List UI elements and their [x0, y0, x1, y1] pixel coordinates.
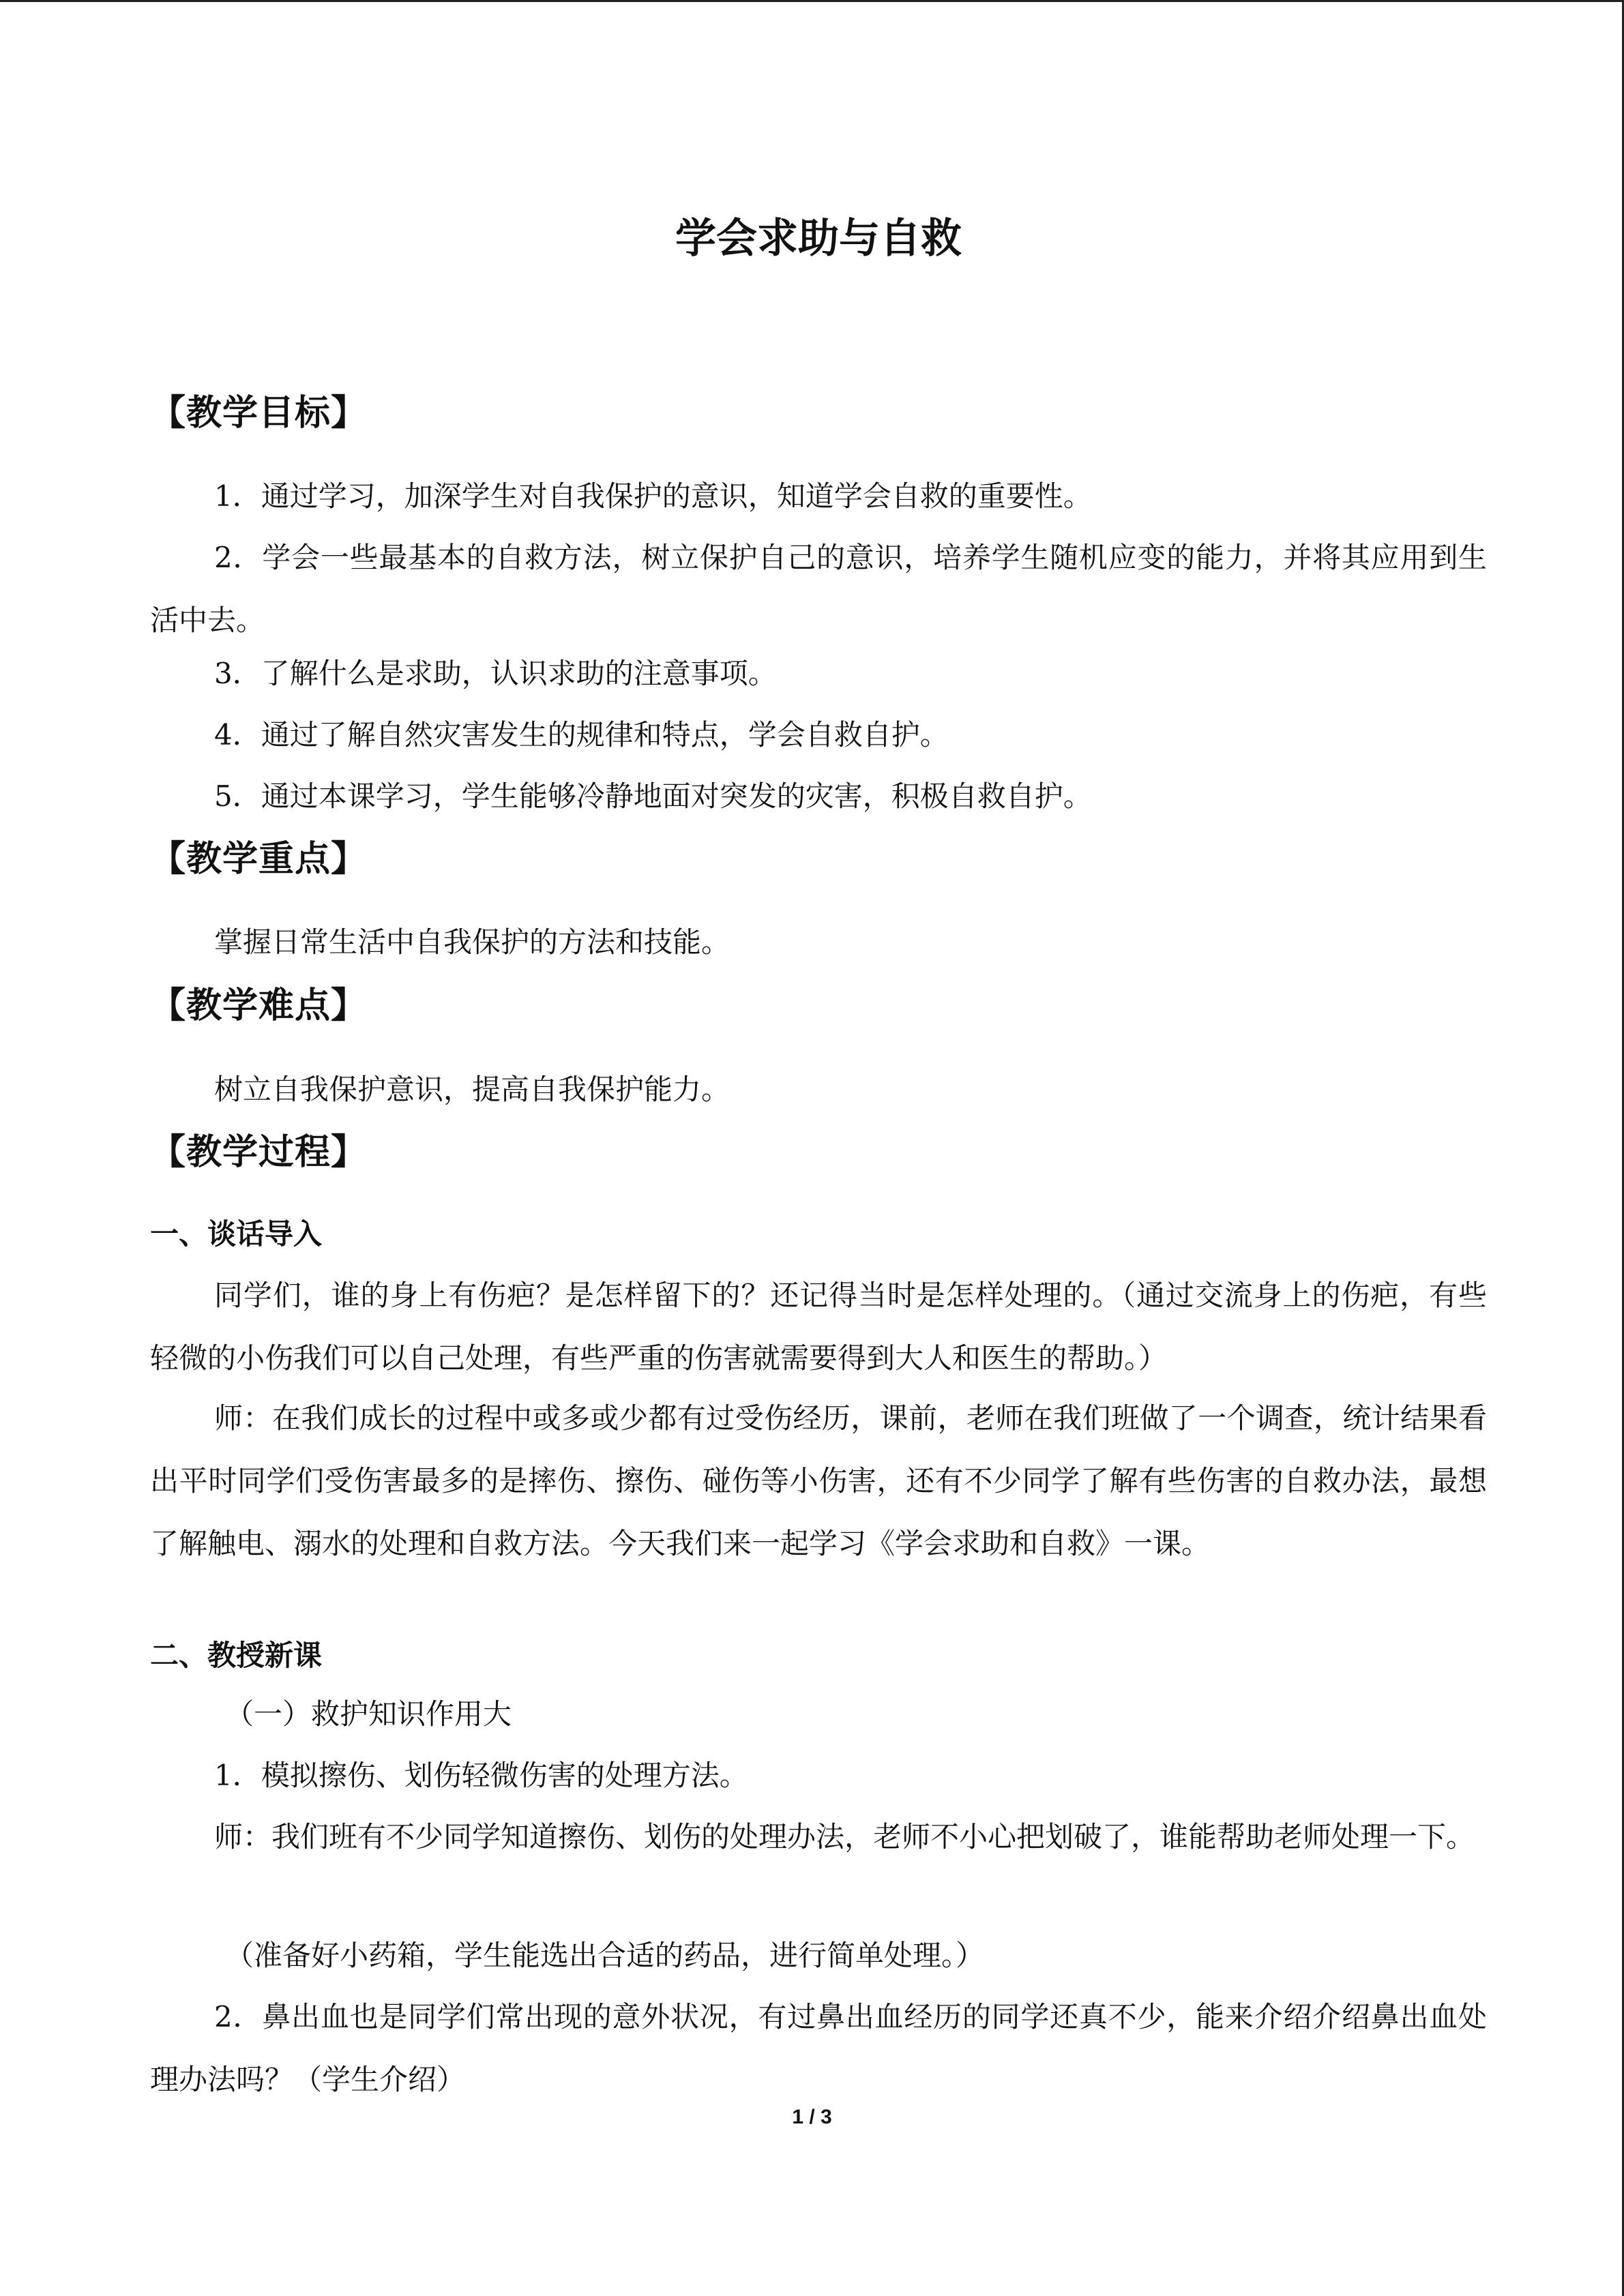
lesson-paragraph: 师：我们班有不少同学知道擦伤、划伤的处理办法，老师不小心把划破了，谁能帮助老师处理一下。: [214, 1820, 1475, 1853]
process-heading: 【教学过程】: [150, 1132, 368, 1173]
page-number: 1 / 3: [792, 2106, 832, 2128]
difficulties-heading: 【教学难点】: [150, 985, 368, 1026]
lesson-paragraph: （准备好小药箱，学生能选出合适的药品，进行简单处理。）: [225, 1939, 985, 1972]
intro-paragraph: 师：在我们成长的过程中或多或少都有过受伤经历，课前，老师在我们班做了一个调查，统计结果看出平时同学们受伤害最多的是摔伤、擦伤、碰伤等小伤害，还有不少同学了解有些伤害的自救办法，最想了解触电、溺水的处理和自救方法。今天我们来一起学习《学会求助和自救》一课。: [150, 1401, 1487, 1560]
objectives-heading: 【教学目标】: [150, 393, 368, 434]
intro-heading: 一、谈话导入: [150, 1217, 323, 1251]
page-title: 学会求助与自救: [675, 215, 962, 263]
objective-item: 3．了解什么是求助，认识求助的注意事项。: [214, 657, 777, 690]
new-lesson-subheading: （一）救护知识作用大: [225, 1697, 512, 1731]
key-points-text: 掌握日常生活中自我保护的方法和技能。: [214, 925, 730, 959]
objective-item: 5．通过本课学习，学生能够冷静地面对突发的灾害，积极自救自护。: [214, 779, 1092, 813]
objective-item: 4．通过了解自然灾害发生的规律和特点，学会自救自护。: [214, 718, 949, 751]
difficulties-text: 树立自我保护意识，提高自我保护能力。: [214, 1073, 730, 1106]
lesson-paragraph: 2．鼻出血也是同学们常出现的意外状况，有过鼻出血经历的同学还真不少，能来介绍介绍鼻出血处理办法吗？（学生介绍）: [150, 2000, 1487, 2096]
objective-item: 2．学会一些最基本的自救方法，树立保护自己的意识，培养学生随机应变的能力，并将其应用到生活中去。: [150, 541, 1487, 637]
new-lesson-heading: 二、教授新课: [150, 1639, 323, 1672]
objective-item: 1．通过学习，加深学生对自我保护的意识，知道学会自救的重要性。: [214, 479, 1092, 513]
lesson-paragraph: 1．模拟擦伤、划伤轻微伤害的处理方法。: [214, 1759, 748, 1792]
intro-paragraph: 同学们，谁的身上有伤疤？是怎样留下的？还记得当时是怎样处理的。（通过交流身上的伤疤，有些轻微的小伤我们可以自己处理，有些严重的伤害就需要得到大人和医生的帮助。）: [150, 1279, 1487, 1375]
key-points-heading: 【教学重点】: [150, 839, 368, 880]
